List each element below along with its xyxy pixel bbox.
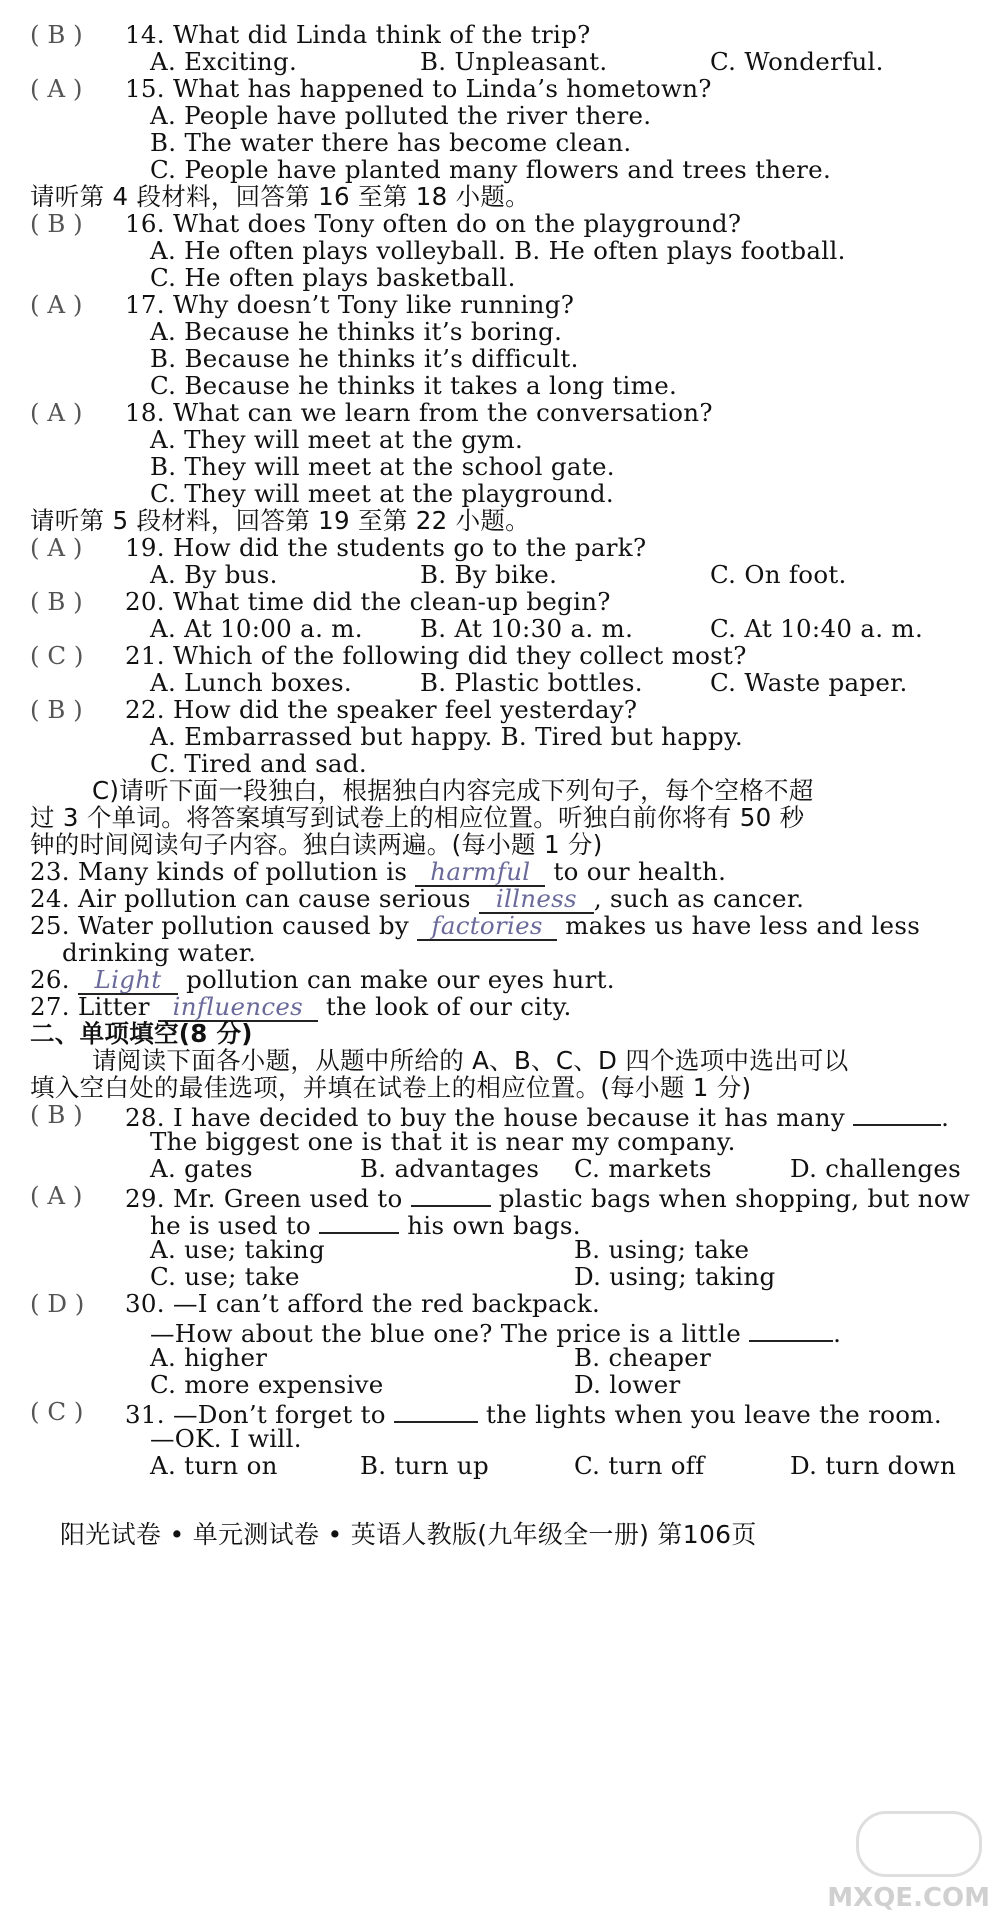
option-c: C. He often plays basketball. [150, 263, 516, 292]
question-stem: 21. Which of the following did they collect most? [125, 641, 747, 670]
option-c: C. They will meet at the playground. [150, 479, 614, 508]
question-stem: 15. What has happened to Linda’s hometown? [125, 74, 712, 103]
fill-sentence [30, 965, 615, 995]
option-b: B. Unpleasant. [420, 47, 608, 76]
option-b: B. By bike. [420, 560, 558, 589]
answer-mark: ( B ) [30, 587, 83, 616]
question-stem-continuation: The biggest one is that it is near my company. [150, 1127, 736, 1156]
answer-mark: ( C ) [30, 1397, 84, 1426]
option-b: B. using; take [574, 1235, 750, 1264]
answer-mark: ( A ) [30, 533, 83, 562]
answer-mark: ( A ) [30, 290, 83, 319]
sentence-start: 23. Many kinds of pollution is [30, 857, 408, 886]
question-stem: 16. What does Tony often do on the playground? [125, 209, 742, 238]
answer-gap [853, 1100, 941, 1126]
option-c: C. Waste paper. [710, 668, 908, 697]
option-d: D. turn down [790, 1451, 957, 1480]
option-b: B. They will meet at the school gate. [150, 452, 615, 481]
watermark-logo-icon [856, 1811, 982, 1877]
option-b: B. At 10:30 a. m. [420, 614, 634, 643]
partc-instruction: 钟的时间阅读句子内容。独白读两遍。(每小题 1 分) [30, 830, 603, 859]
option-a: A. People have polluted the river there. [150, 101, 652, 130]
option-b: B. turn up [360, 1451, 489, 1480]
option-b: B. advantages [360, 1154, 540, 1183]
stem-end: . [833, 1319, 842, 1348]
answer-blank[interactable]: Light [78, 965, 178, 995]
option-b: B. The water there has become clean. [150, 128, 632, 157]
partc-instruction: C)请听下面一段独白，根据独白内容完成下列句子，每个空格不超 [92, 776, 814, 805]
question-stem: 30. —I can’t afford the red backpack. [125, 1289, 601, 1318]
question-stem: 17. Why doesn’t Tony like running? [125, 290, 575, 319]
partc-instruction: 过 3 个单词。将答案填写到试卷上的相应位置。听独白前你将有 50 秒 [30, 803, 805, 832]
option-c: C. At 10:40 a. m. [710, 614, 924, 643]
answer-mark: ( B ) [30, 1100, 83, 1129]
answer-gap [394, 1397, 478, 1423]
option-a: A. Because he thinks it’s boring. [150, 317, 563, 346]
section-instruction: 请听第 4 段材料，回答第 16 至第 18 小题。 [30, 182, 530, 211]
option-d: D. using; taking [574, 1262, 776, 1291]
option-a: A. At 10:00 a. m. [150, 614, 363, 643]
option-b: B. Plastic bottles. [420, 668, 643, 697]
stem-end: . [941, 1103, 950, 1132]
answer-blank[interactable]: illness [479, 884, 594, 914]
option-c: C. On foot. [710, 560, 847, 589]
option-a: A. By bus. [150, 560, 278, 589]
section-heading: 二、单项填空(8 分) [30, 1019, 253, 1048]
stem-text: 28. I have decided to buy the house because it has many [125, 1103, 846, 1132]
answer-gap [319, 1208, 399, 1234]
section-instruction: 请阅读下面各小题，从题中所给的 A、B、C、D 四个选项中选出可以 [92, 1046, 849, 1075]
option-c: C. Because he thinks it takes a long time. [150, 371, 678, 400]
option-c: C. markets [574, 1154, 712, 1183]
option-b: B. cheaper [574, 1343, 712, 1372]
answer-gap [411, 1181, 491, 1207]
stem-text: —How about the blue one? The price is a little [150, 1319, 742, 1348]
answer-mark: ( A ) [30, 398, 83, 427]
option-c: C. People have planted many flowers and trees there. [150, 155, 832, 184]
section-instruction: 请听第 5 段材料，回答第 19 至第 22 小题。 [30, 506, 530, 535]
option-a: A. They will meet at the gym. [150, 425, 524, 454]
fill-sentence [30, 911, 920, 941]
sentence-start: 25. Water pollution caused by [30, 911, 410, 940]
stem-text: 31. —Don’t forget to [125, 1400, 386, 1429]
option-a: A. use; taking [150, 1235, 325, 1264]
option-d: D. challenges [790, 1154, 962, 1183]
answer-mark: ( B ) [30, 20, 83, 49]
sentence-start: 24. Air pollution can cause serious [30, 884, 471, 913]
options-ab: A. He often plays volleyball. B. He often plays football. [150, 236, 846, 265]
option-a: A. gates [150, 1154, 253, 1183]
option-a: A. Lunch boxes. [150, 668, 352, 697]
option-d: D. lower [574, 1370, 681, 1399]
answer-mark: ( B ) [30, 695, 83, 724]
sentence-end: makes us have less and less [565, 911, 921, 940]
question-stem: 20. What time did the clean-up begin? [125, 587, 611, 616]
sentence-end: , such as cancer. [593, 884, 805, 913]
sentence-end: the look of our city. [325, 992, 572, 1021]
fill-sentence [30, 857, 726, 887]
stem-text: plastic bags when shopping, but now [498, 1184, 971, 1213]
answer-blank[interactable]: influences [158, 992, 318, 1022]
sentence-end: to our health. [553, 857, 727, 886]
option-a: A. higher [150, 1343, 268, 1372]
sentence-end: pollution can make our eyes hurt. [186, 965, 615, 994]
option-c: C. more expensive [150, 1370, 384, 1399]
answer-mark: ( C ) [30, 641, 84, 670]
option-c: C. use; take [150, 1262, 300, 1291]
stem-text: he is used to [150, 1211, 312, 1240]
stem-text: his own bags. [407, 1211, 581, 1240]
answer-gap [749, 1316, 833, 1342]
stem-text: the lights when you leave the room. [485, 1400, 942, 1429]
question-stem: 14. What did Linda think of the trip? [125, 20, 591, 49]
option-a: A. turn on [150, 1451, 278, 1480]
option-c: C. Tired and sad. [150, 749, 367, 778]
page-footer: 阳光试卷 • 单元测试卷 • 英语人教版(九年级全一册) 第106页 [60, 1520, 757, 1549]
answer-mark: ( A ) [30, 74, 83, 103]
options-ab: A. Embarrassed but happy. B. Tired but happy. [150, 722, 743, 751]
question-stem: 19. How did the students go to the park? [125, 533, 647, 562]
sentence-start: 27. Litter [30, 992, 150, 1021]
option-a: A. Exciting. [150, 47, 298, 76]
answer-mark: ( A ) [30, 1181, 83, 1210]
answer-mark: ( B ) [30, 209, 83, 238]
answer-mark: ( D ) [30, 1289, 85, 1318]
watermark: MXQE.COM [827, 1883, 990, 1913]
option-b: B. Because he thinks it’s difficult. [150, 344, 579, 373]
stem-text: 29. Mr. Green used to [125, 1184, 403, 1213]
sentence-continuation: drinking water. [62, 938, 257, 967]
answer-blank[interactable]: harmful [415, 857, 545, 887]
fill-sentence [30, 884, 804, 914]
question-stem: 18. What can we learn from the conversation? [125, 398, 713, 427]
question-stem: 22. How did the speaker feel yesterday? [125, 695, 638, 724]
section-instruction: 填入空白处的最佳选项，并填在试卷上的相应位置。(每小题 1 分) [30, 1073, 752, 1102]
sentence-start: 26. [30, 965, 70, 994]
fill-sentence [30, 992, 572, 1022]
question-stem-continuation: —OK. I will. [150, 1424, 302, 1453]
option-c: C. turn off [574, 1451, 705, 1480]
option-c: C. Wonderful. [710, 47, 884, 76]
answer-blank[interactable]: factories [417, 911, 557, 941]
